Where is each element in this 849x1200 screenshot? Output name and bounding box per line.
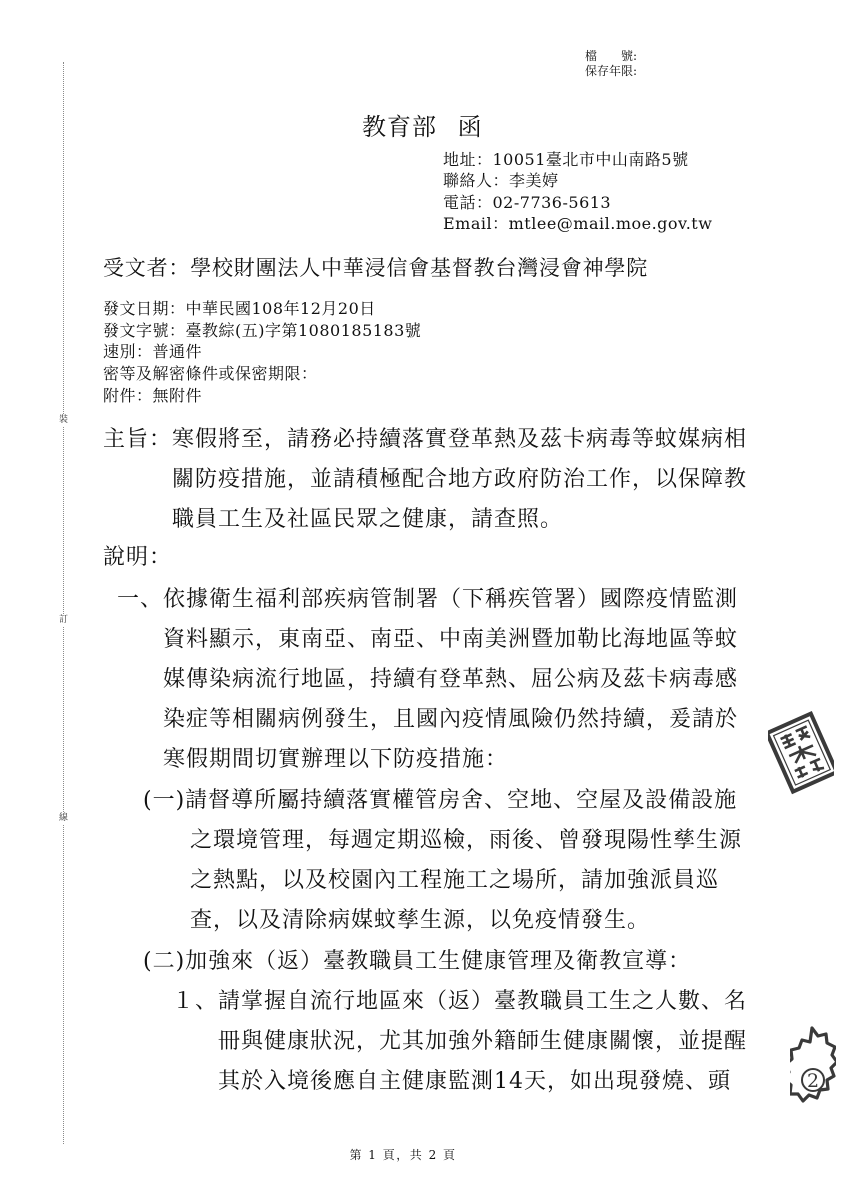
document-meta [103,298,421,407]
sub-item-line: (二)加強來（返）臺教職員工生健康管理及衛教宣導： [143,949,692,974]
point-1 [172,982,747,1102]
sub-item-2 [143,942,691,982]
point-line: １、請掌握自流行地區來（返）臺教職員工生之人數、名 [172,989,748,1014]
sub-item-line: 之熱點，以及校園內工程施工之場所，請加強派員巡 [190,868,720,893]
contact-person: 聯絡人：李美婷 [443,171,559,191]
subject-line [103,420,747,460]
page-seal-stamp [790,1022,836,1114]
exchange-seal-stamp [768,710,834,796]
document-number: 發文字號：臺教綜(五)字第1080185183號 [103,320,422,340]
item-line: 媒傳染病流行地區，持續有登革熱、屈公病及茲卡病毒感 [163,667,739,692]
confidentiality: 密等及解密條件或保密期限： [103,364,318,384]
binding-mark-xian: 線 [58,813,68,823]
page-seal-label: 2 [806,1070,820,1092]
page-footer: 第 1 頁，共 2 頁 [349,1148,457,1162]
subject-block [103,420,747,540]
point-line: 冊與健康狀況，尤其加強外籍師生健康關懷，並提醒 [218,1029,748,1054]
file-labels [585,49,637,79]
explanation-label: 說明： [103,545,173,570]
subject-line: 關防疫措施，並請積極配合地方政府防治工作，以保障教 [172,467,748,492]
binding-mark-ding: 訂 [58,615,68,625]
document-title: 教育部 函 [362,113,483,141]
point-line: 其於入境後應自主健康監測14天，如出現發燒、頭 [218,1069,731,1094]
file-number-label: 檔 號: [585,49,638,63]
item-line: 染症等相關病例發生，且國內疫情風險仍然持續，爰請於 [163,707,739,732]
explanation-item-1 [117,580,738,780]
sub-item-line: 之環境管理，每週定期巡檢，雨後、曾發現陽性孳生源 [190,828,743,853]
retention-period-label: 保存年限: [585,64,638,78]
item-line: 資料顯示，東南亞、南亞、中南美洲暨加勒比海地區等蚊 [163,627,739,652]
contact-phone: 電話：02-7736-5613 [443,192,612,212]
contact-address: 地址：10051臺北市中山南路5號 [443,150,689,169]
contact-email: Email：mtlee@mail.moe.gov.tw [443,213,713,233]
subject-text: 寒假將至，請務必持續落實登革熱及茲卡病毒等蚊媒病相 [172,427,748,452]
subject-line: 職員工生及社區民眾之健康，請查照。 [172,507,564,532]
issue-date: 發文日期：中華民國108年12月20日 [103,299,376,318]
sub-item-1 [143,781,742,941]
binding-mark-zhuang: 裝 [58,415,68,425]
recipient: 受文者：學校財團法人中華浸信會基督教台灣浸會神學院 [103,256,648,280]
sub-item-line: (一)請督導所屬持續落實權管房舍、空地、空屋及設備設施 [143,788,738,813]
explanation-block [103,538,172,578]
contact-block [443,149,712,234]
delivery-speed: 速別：普通件 [103,342,203,362]
item-line: 寒假期間切實辦理以下防疫措施： [163,747,509,772]
attachment: 附件：無附件 [103,385,203,405]
sub-item-line: 查，以及清除病媒蚊孳生源，以免疫情發生。 [190,908,651,933]
item-line: 一、依據衛生福利部疾病管制署（下稱疾管署）國際疫情監測 [117,587,739,612]
subject-label: 主旨： [103,427,173,452]
binding-dotted-line [63,62,64,1144]
